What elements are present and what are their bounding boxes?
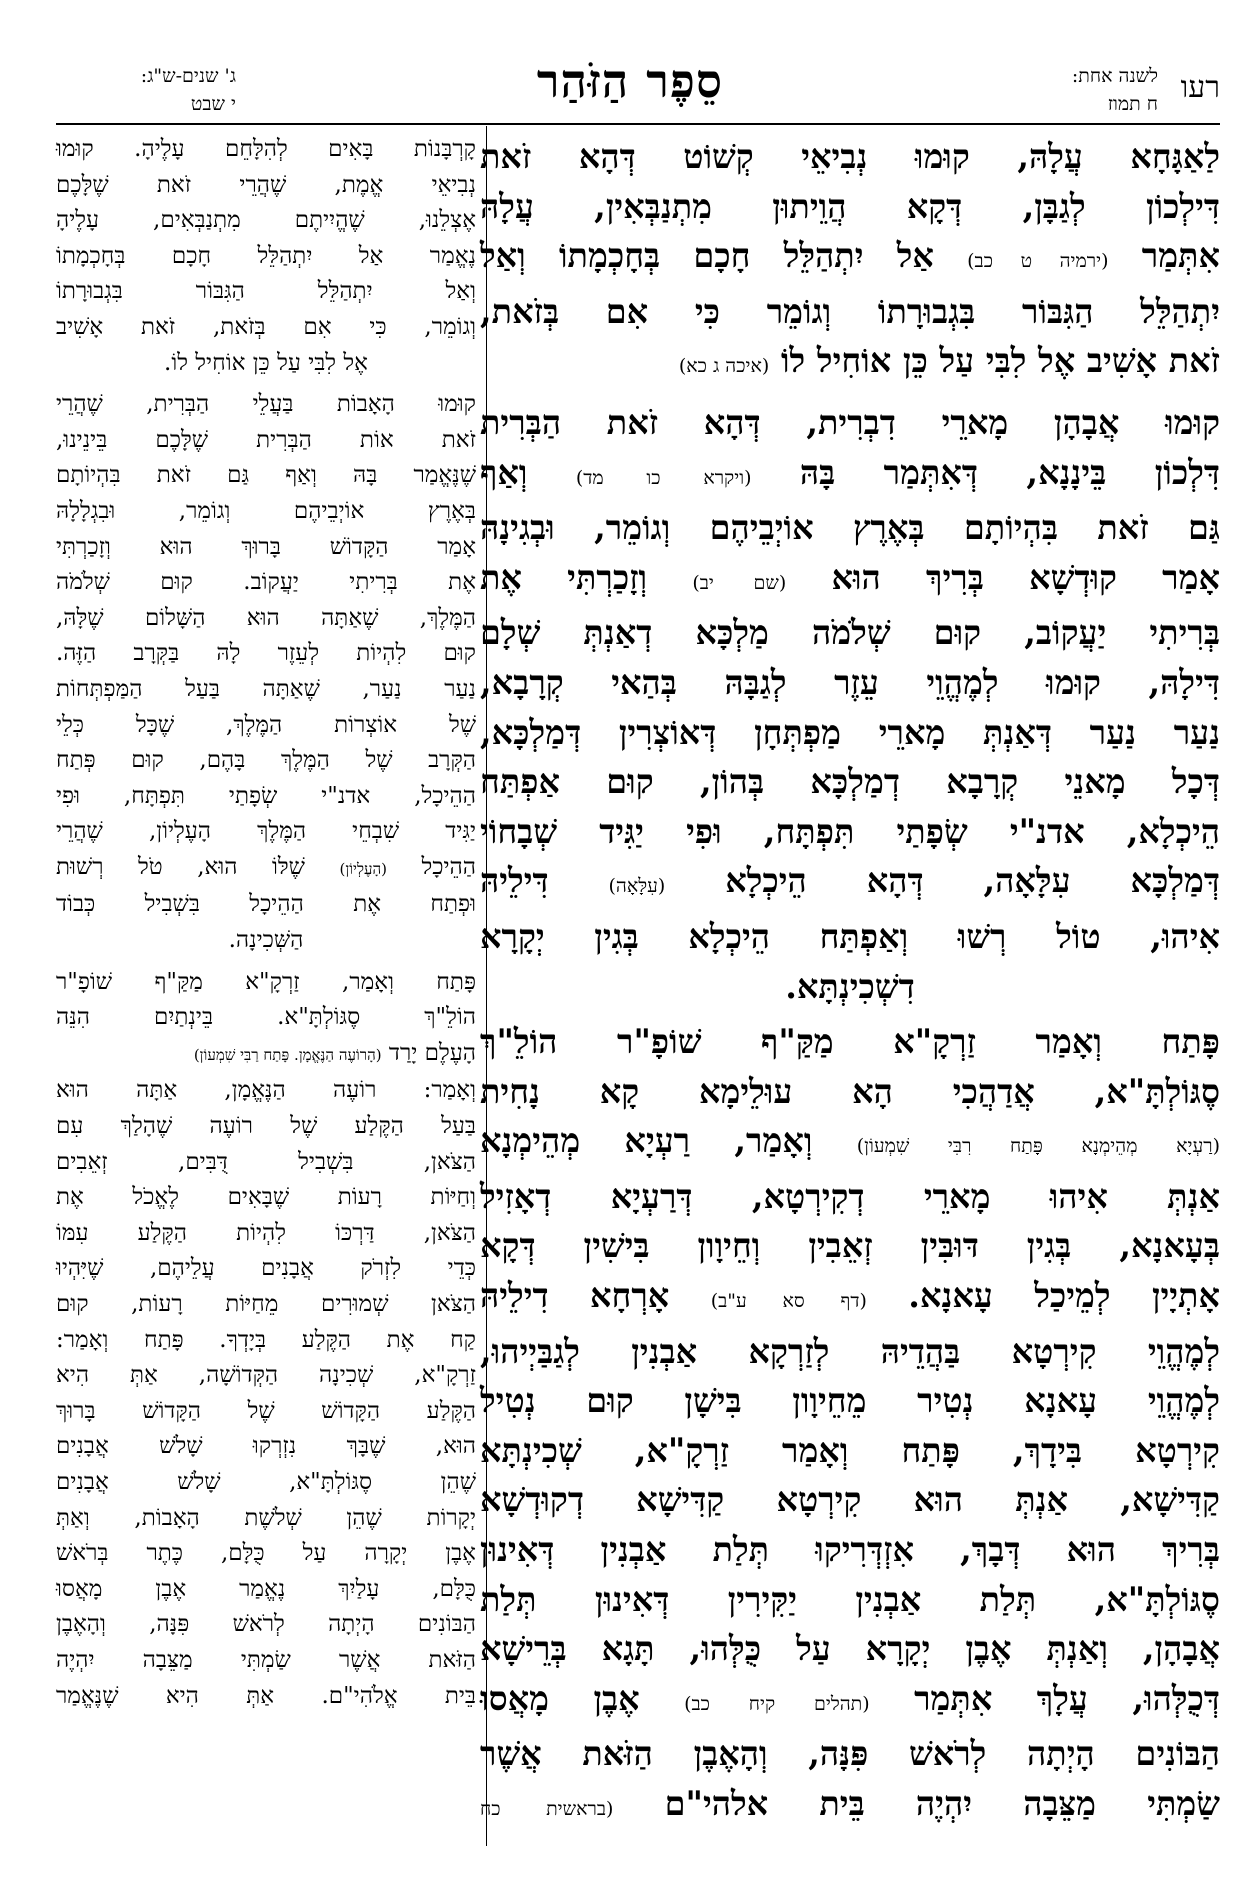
text-line: אָתְיָין לְמֵיכַל עָאנָא. (דף סא ע"ב) אָרְחָא דִילֵיהּ: [480, 1276, 1221, 1316]
text-line: אָמַר קוּדְשָׁא בְּרִיךְ הוּא (שם יב) וְזָכַרְתִּי אֶת: [480, 557, 1220, 597]
text-line: וְאַל יִתְהַלֵּל הַגִּבּוֹר בִּגְבוּרָתוֹ: [56, 278, 476, 305]
text-line: הוֹלֵ"ךְ סֶגּוֹלְתָּ"א. בֵּינְתַיִם הִנֵּה: [56, 1004, 476, 1031]
page-number: רעו: [1180, 70, 1220, 105]
source-reference: (ויקרא כו מד): [575, 466, 752, 489]
text-line: הַצֹּאן, בִּשְׁבִיל דֻּבִּים, זְאֵבִים: [56, 1148, 476, 1175]
text-line: זֹאת אוֹת הַבְּרִית שֶׁלָּכֶם בֵּינֵינוּ,: [56, 426, 476, 453]
text-line: בַּעַל הַקֶּלַע שֶׁל רוֹעֶה שֶׁהָלַךְ עִם: [56, 1113, 476, 1140]
text-line: בְּרִיךְ הוּא דְּבָךְ, אִזְדְּרִיקוּ תְּלַת אַבְנִין דְּאִינוּן: [480, 1530, 1220, 1570]
text-line: אֶת בְּרִיתִי יַעֲקוֹב. קוּם שְׁלֹמֹה: [56, 569, 476, 596]
text-line: בְּרִיתִי יַעֲקוֹב, קוּם שְׁלֹמֹה מַלְכָּא דְאַנְתְּ שְׁלָם: [480, 613, 1220, 653]
source-reference: (הָרוֹעֶה הַנֶּאֱמָן. פָּתַח רַבִּי שִׁמְעוֹן): [193, 1045, 382, 1064]
text-line: שַׂמְתִּי מַצֵּבָה יִהְיֶה בֵּית אלהי"ם (בראשית כח: [480, 1784, 1220, 1823]
source-reference: (רַעְיָא מְהֵימְנָא פָּתַח רִבִּי שִׁמְעוֹן): [856, 1135, 1220, 1158]
text-line: אָמַר הַקָּדוֹשׁ בָּרוּךְ הוּא וְזָכַרְתִּי: [56, 533, 476, 560]
text-line: זַרְקָ"א, שְׁכִינָה הַקְּדוֹשָׁה, אַתְּ הִיא: [56, 1362, 476, 1389]
text-line: קָרְבָּנוֹת בָּאִים לְהִלָּחֵם עָלֶיהָ. קוּמוּ: [56, 136, 476, 162]
text-line: שֶׁל אוֹצְרוֹת הַמֶּלֶךְ, שֶׁכָּל כְּלֵי: [56, 711, 476, 738]
text-line: זֹאת אָשִׁיב אֶל לִבִּי עַל כֵּן אוֹחִיל לוֹ (איכה ג כא): [678, 341, 1220, 381]
source-reference: (איכה ג כא): [678, 355, 770, 378]
text-line: הֵיכְלָא, אדנ"י שְׂפָתַי תִּפְתָּח, וּפִי יַגִּיד שְׁבָחוֹי: [480, 811, 1220, 851]
text-line: פָּתַח וְאָמַר, זַרְקָ"א מַקַּ"ף שׁוֹפָ"ר: [56, 968, 476, 995]
schedule-label: ג' שנים-ש"ג:: [140, 65, 236, 87]
text-line: וְאָמַר: רוֹעֶה הַנֶּאֱמָן, אַתָּה הוּא: [56, 1077, 476, 1104]
text-line: קַדִּישָׁא, אַנְתְּ הוּא קִירְטָא קַדִּישָׁא דְקוּדְשָׁא: [480, 1480, 1220, 1520]
text-line: הוּא, שֶׁבָּךְ נִזְרְקוּ שָׁלֹשׁ אֲבָנִים: [56, 1433, 476, 1460]
text-line: הַקֶּלַע הַקָּדוֹשׁ שֶׁל הַקָּדוֹשׁ בָּרוּךְ: [56, 1397, 476, 1424]
text-line: אִתְּמַר (ירמיה ט כב) אַל יִתְהַלֵּל חָכָם בְּחָכְמָתוֹ וְאַל: [480, 236, 1220, 276]
text-line: נְבִיאֵי אֱמֶת, שֶׁהֲרֵי זֹאת שֶׁלָּכֶם: [56, 171, 476, 198]
text-line: פָּתַח וְאָמַר זַרְקָ"א מַקַּ"ף שׁוֹפָ"ר הוֹלֵ"ךְ: [480, 1022, 1220, 1062]
text-line: אֶבֶן יְקָרָה עַל כֻּלָּם, כֶּתֶר בְּרֹאשׁ: [56, 1540, 476, 1567]
header-rule: [56, 123, 1220, 125]
source-reference: (ירמיה ט כב): [967, 250, 1109, 273]
text-line: דִשְׁכִינְתָּא.: [785, 966, 915, 1006]
book-title: סֵפֶר הַזֹּהַר: [536, 54, 724, 108]
text-line: הַשְּׁכִינָה.: [228, 927, 304, 954]
text-line: הַבּוֹנִים הָיְתָה לְרֹאשׁ פִּנָּה, וְהָאֶבֶן הַזֹּאת אֲשֶׁר: [480, 1734, 1220, 1774]
text-line: וְגוֹמֵר, כִּי אִם בְּזֹאת, זֹאת אָשִׁיב: [56, 313, 476, 340]
text-line: קַח אֶת הַקֶּלַע בְּיָדְךָ. פָּתַח וְאָמַר:: [56, 1326, 476, 1353]
text-line: יִתְהַלֵּל הַגִּבּוֹר בִּגְבוּרָתוֹ וְגוֹמֵר כִּי אִם בְּזֹאת,: [480, 291, 1220, 331]
text-line: לְמֶהֱוֵי קִירְטָא בַּהֲדֵיהּ לְזַרְקָא אַבְנִין לְגַבַּיְיהוּ,: [480, 1331, 1220, 1371]
text-line: קוּמוּ הָאָבוֹת בַּעֲלֵי הַבְּרִית, שֶׁהֲרֵי: [56, 391, 476, 418]
text-line: קוּמוּ אֲבָהָן מָארֵי דִבְרִית, דְּהָא זֹאת הַבְּרִית: [480, 402, 1220, 442]
text-line: שֶׁנֶּאֱמַר בָּהּ וְאַף גַּם זֹאת בִּהְיוֹתָם: [56, 462, 476, 489]
text-line: הָעֶלֶם יָרַד (הָרוֹעֶה הַנֶּאֱמָן. פָּתַח רַבִּי שִׁמְעוֹן): [193, 1039, 476, 1066]
source-reference: (עִלָּאָה): [608, 875, 666, 898]
text-line: וְחַיּוֹת רָעוֹת שֶׁבָּאִים לֶאֱכֹל אֶת: [56, 1184, 476, 1211]
text-line: יַגִּיד שִׁבְחֵי הַמֶּלֶךְ הָעֶלְיוֹן, שֶׁהֲרֵי: [56, 818, 476, 845]
text-line: גַּם זֹאת בִּהְיוֹתָם בְּאֶרֶץ אוֹיְבֵיהֶם וְגוֹמֵר, וּבְגִינָהּ: [480, 508, 1220, 548]
text-line: קוּם לִהְיוֹת לְעֵזֶר לָהּ בַּקְּרָב הַזֶּה.: [56, 640, 476, 667]
text-line: נַעַר נַעַר, שֶׁאַתָּה בַּעַל הַמַּפְתְּחוֹת: [56, 675, 476, 702]
text-line: וּפְתַח אֶת הַהֵיכָל בִּשְׁבִיל כְּבוֹד: [56, 891, 476, 918]
text-line: סֶגּוֹלְתָּ"א, אֲדַהֲכִי הָא עוּלֵימָא קָא נָחִית: [480, 1071, 1220, 1111]
text-line: אִיהוּ, טוֹל רְשׁוּ וְאַפְתַּח הֵיכְלָא בְּגִין יְקָרָא: [480, 916, 1220, 956]
text-line: דִּלְכוֹן בֵּינָנָא, דְּאִתְּמַר בָּהּ (ויקרא כו מד) וְאַף: [480, 452, 1220, 492]
text-line: סֶגּוֹלְתָּ"א, תְּלַת אַבְנִין יַקִּירִין דְּאִינוּן תְּלַת: [480, 1579, 1220, 1619]
text-line: קִירְטָא בִּידָךְ, פָּתַח וְאָמַר זַרְקָ"א, שְׁכִינְתָּא: [480, 1430, 1220, 1470]
text-line: דִּילְכוֹן לְגַבָּן, דְּקָא הֲוֵיתוּן מִתְנַבְּאִין, עֲלָהּ: [480, 186, 1220, 226]
text-line: דְּכָל מָאנֵי קְרָבָא דְמַלְכָּא בְּהוֹן, קוּם אַפְתַּח: [480, 762, 1220, 802]
schedule-date: י שבט: [190, 93, 236, 115]
text-line: (רַעְיָא מְהֵימְנָא פָּתַח רִבִּי שִׁמְעוֹן) וְאָמַר, רַעְיָא מְהֵימְנָא: [480, 1121, 1220, 1161]
text-line: הַהֵיכָל (הָעֶלְיוֹן) שֶׁלּוֹ הוּא, טֹל רְשׁוּת: [56, 853, 476, 880]
aramaic-text-column: [480, 132, 1220, 1835]
text-line: אֲבָהָן, וְאַנְתְּ אֶבֶן יְקָרָא עַל כֻּלְּהוּ, תָּגָא בְּרֵישָׁא: [480, 1629, 1220, 1669]
source-reference: (בראשית כח: [480, 1798, 614, 1820]
text-line: הַקְּרָב שֶׁל הַמֶּלֶךְ בָּהֶם, קוּם פְּתַח: [56, 747, 476, 774]
text-line: דְּכֻלְּהוּ, עֲלָךְ אִתְּמַר (תהלים קיח כב) אֶבֶן מָאֲסוּ: [480, 1678, 1220, 1718]
text-line: יְקָרוֹת שֶׁהֵן שְׁלֹשֶׁת הָאָבוֹת, וְאַתְּ: [56, 1504, 476, 1531]
text-line: הַצֹּאן שְׁמוּרִים מֵחַיּוֹת רָעוֹת, קוּם: [56, 1291, 476, 1317]
text-line: הַבּוֹנִים הָיְתָה לְרֹאשׁ פִּנָּה, וְהָאֶבֶן: [56, 1611, 476, 1638]
text-line: בְּאֶרֶץ אוֹיְבֵיהֶם וְגוֹמֵר, וּבִגְלָלָהּ: [56, 497, 476, 524]
text-line: כֻּלָּם, עָלַיִךְ נֶאֱמַר אֶבֶן מָאֲסוּ: [56, 1575, 476, 1602]
source-reference: (דף סא ע"ב): [710, 1290, 867, 1313]
text-line: אֶל לִבִּי עַל כֵּן אוֹחִיל לוֹ.: [164, 349, 368, 376]
text-line: כְּדֵי לִזְרֹק אֲבָנִים עֲלֵיהֶם, שֶׁיִּהְיוּ: [56, 1255, 476, 1282]
source-reference: (שם יב): [692, 571, 787, 594]
text-line: אַנְתְּ אִיהוּ מָארֵי דְקִירְטָא, דְּרַעְיָא דְאָזִיל: [480, 1176, 1220, 1216]
daily-schedule-one-year: [1072, 62, 1158, 118]
header-right: [1020, 60, 1220, 124]
text-line: נֶאֱמַר אַל יִתְהַלֵּל חָכָם בְּחָכְמָתוֹ: [56, 242, 476, 269]
text-line: דְּמַלְכָּא עִלָּאָה, דְּהָא הֵיכְלָא (עִלָּאָה) דִּילֵיהּ: [480, 861, 1220, 901]
hebrew-translation-column: [56, 132, 476, 1714]
text-line: לְמֶהֱוֵי עָאנָא נְטִיר מֵחֵיוָון בִּישָׁן קוּם נְטִיל: [480, 1381, 1220, 1421]
text-line: שֶׁהֵן סֶגּוֹלְתָּ"א, שָׁלֹשׁ אֲבָנִים: [56, 1468, 476, 1495]
text-line: הַהֵיכָל, אדנ"י שְׂפָתַי תִּפְתָּח, וּפִי: [56, 782, 476, 809]
text-line: הַזֹּאת אֲשֶׁר שַׂמְתִּי מַצֵּבָה יִהְיֶה: [56, 1646, 476, 1673]
text-line: בֵּית אֱלֹהִי"ם. אַתְּ הִיא שֶׁנֶּאֱמַר: [56, 1682, 476, 1709]
source-reference: (תהלים קיח כב): [684, 1692, 870, 1715]
text-line: נַעַר נַעַר דְּאַנְתְּ מָארֵי מַפְתְּחָן דְּאוֹצְרִין דְּמַלְכָּא,: [480, 712, 1220, 752]
text-line: אֶצְלֵנוּ, שֶׁהֱיִיתֶם מִתְנַבְּאִים, עָלֶיהָ: [56, 207, 476, 234]
daily-schedule-three-years: [56, 62, 236, 118]
text-line: לַאַגָּחָא עֲלָהּ, קוּמוּ נְבִיאֵי קְשׁוֹט דְּהָא זֹאת: [480, 137, 1220, 176]
text-line: הַמֶּלֶךְ, שֶׁאַתָּה הוּא הַשָּׁלוֹם שֶׁלָּהּ,: [56, 604, 476, 631]
text-line: בְּעָאנָא, בְּגִין דּוּבִּין זְאֵבִין וְחֵיוָון בִּישִׁין דְּקָא: [480, 1226, 1220, 1266]
text-line: הַצֹּאן, דַּרְכּוֹ לִהְיוֹת הַקֶּלַע עִמּוֹ: [56, 1219, 476, 1246]
text-line: דִּילָהּ, קוּמוּ לְמֶהֱוֵי עֵזֶר לְגַבָּהּ בְּהַאי קְרָבָא,: [480, 662, 1220, 702]
schedule-date: ח תמוז: [1107, 93, 1158, 115]
source-reference: (הָעֶלְיוֹן): [339, 859, 387, 878]
schedule-label: לשנה אחת:: [1071, 65, 1158, 87]
